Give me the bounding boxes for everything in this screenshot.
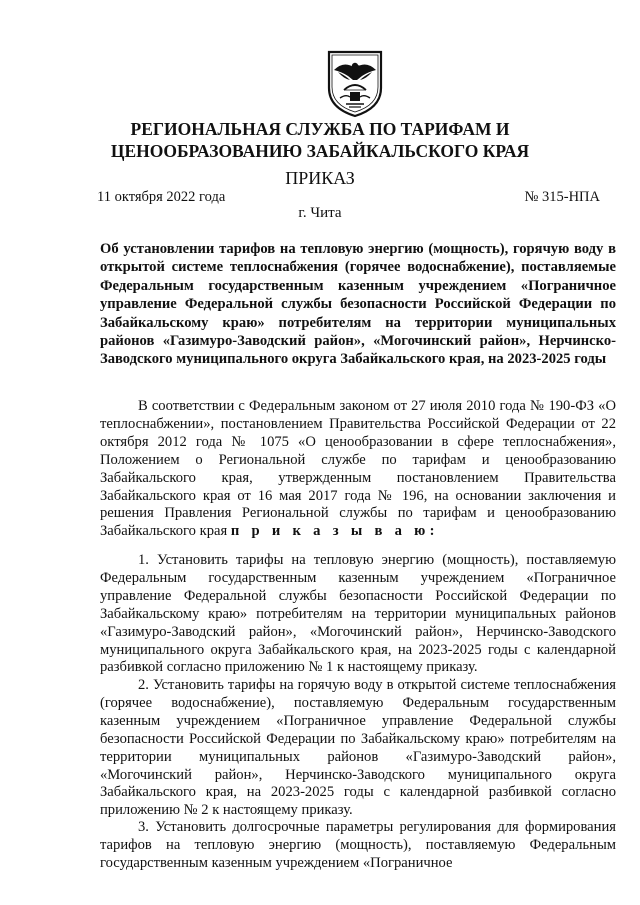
organization-name [0,118,640,162]
document-type: ПРИКАЗ [285,168,355,188]
document-subject: Об установлении тарифов на тепловую энергию (мощность), горячую воду в открытой системе теплоснабжения (горячее водоснабжение), поставляемые Федеральным государственным казенным учреждением «Пограничное управление Федеральной службы безопасности Российской Федерации по Забайкальскому краю» потребителям на территории муниципальных районов «Газимуро-Заводский район», «Могочинский район», Нерчинско-Заводского муниципального округа Забайкальского края, на 2023-2025 годы [100,241,616,368]
org-line-1: РЕГИОНАЛЬНАЯ СЛУЖБА ПО ТАРИФАМ И [130,119,510,139]
order-keyword: п р и к а з ы в а ю: [230,523,439,540]
document-number: № 315-НПА [524,189,600,205]
document-date: 11 октября 2022 года [97,189,226,205]
coat-of-arms-icon [326,50,384,118]
org-line-2: ЦЕНООБРАЗОВАНИЮ ЗАБАЙКАЛЬСКОГО КРАЯ [110,141,530,161]
order-item-1: 1. Установить тарифы на тепловую энергию (мощность), поставляемую Федеральным государственным казенным учреждением «Пограничное управление Федеральной службы безопасности Российской Федерации по Забайкальскому краю» потребителям на территории муниципальных районов «Газимуро-Заводский район», «Могочинский район», Нерчинско-Заводского муниципального округа Забайкальского края, на 2023-2025 годы с календарной разбивкой согласно приложению № 1 к настоящему приказу. [100,552,616,676]
preamble-paragraph [100,398,616,541]
document-city: г. Чита [298,205,342,221]
preamble-text: В соответствии с Федеральным законом от 27 июля 2010 года № 190-ФЗ «О теплоснабжении», постановлением Правительства Российской Федерации от 22 октября 2012 года № 1075 «О ценообразовании в сфере теплоснабжения», Положением о Региональной службе по тарифам и ценообразованию Забайкальского края, утвержденным постановлением Правительства Забайкальского края от 16 мая 2017 года № 196, на основании заключения и решения Правления Региональной службы по тарифам и ценообразованию Забайкальского края [100,398,616,540]
order-item-3: 3. Установить долгосрочные параметры регулирования для формирования тарифов на тепловую энергию (мощность), поставляемую Федеральным государственным казенным учреждением «Пограничное [100,819,616,871]
order-item-2: 2. Установить тарифы на горячую воду в открытой системе теплоснабжения (горячее водоснабжение), поставляемую Федеральным государственным казенным учреждением «Пограничное управление Федеральной службы безопасности Российской Федерации по Забайкальскому краю» потребителям на территории муниципальных районов «Газимуро-Заводский район», «Могочинский район», Нерчинско-Заводского муниципального округа Забайкальского края, на 2023-2025 годы с календарной разбивкой согласно приложению № 2 к настоящему приказу. [100,677,616,819]
coat-of-arms-icon-graphic [326,50,384,118]
